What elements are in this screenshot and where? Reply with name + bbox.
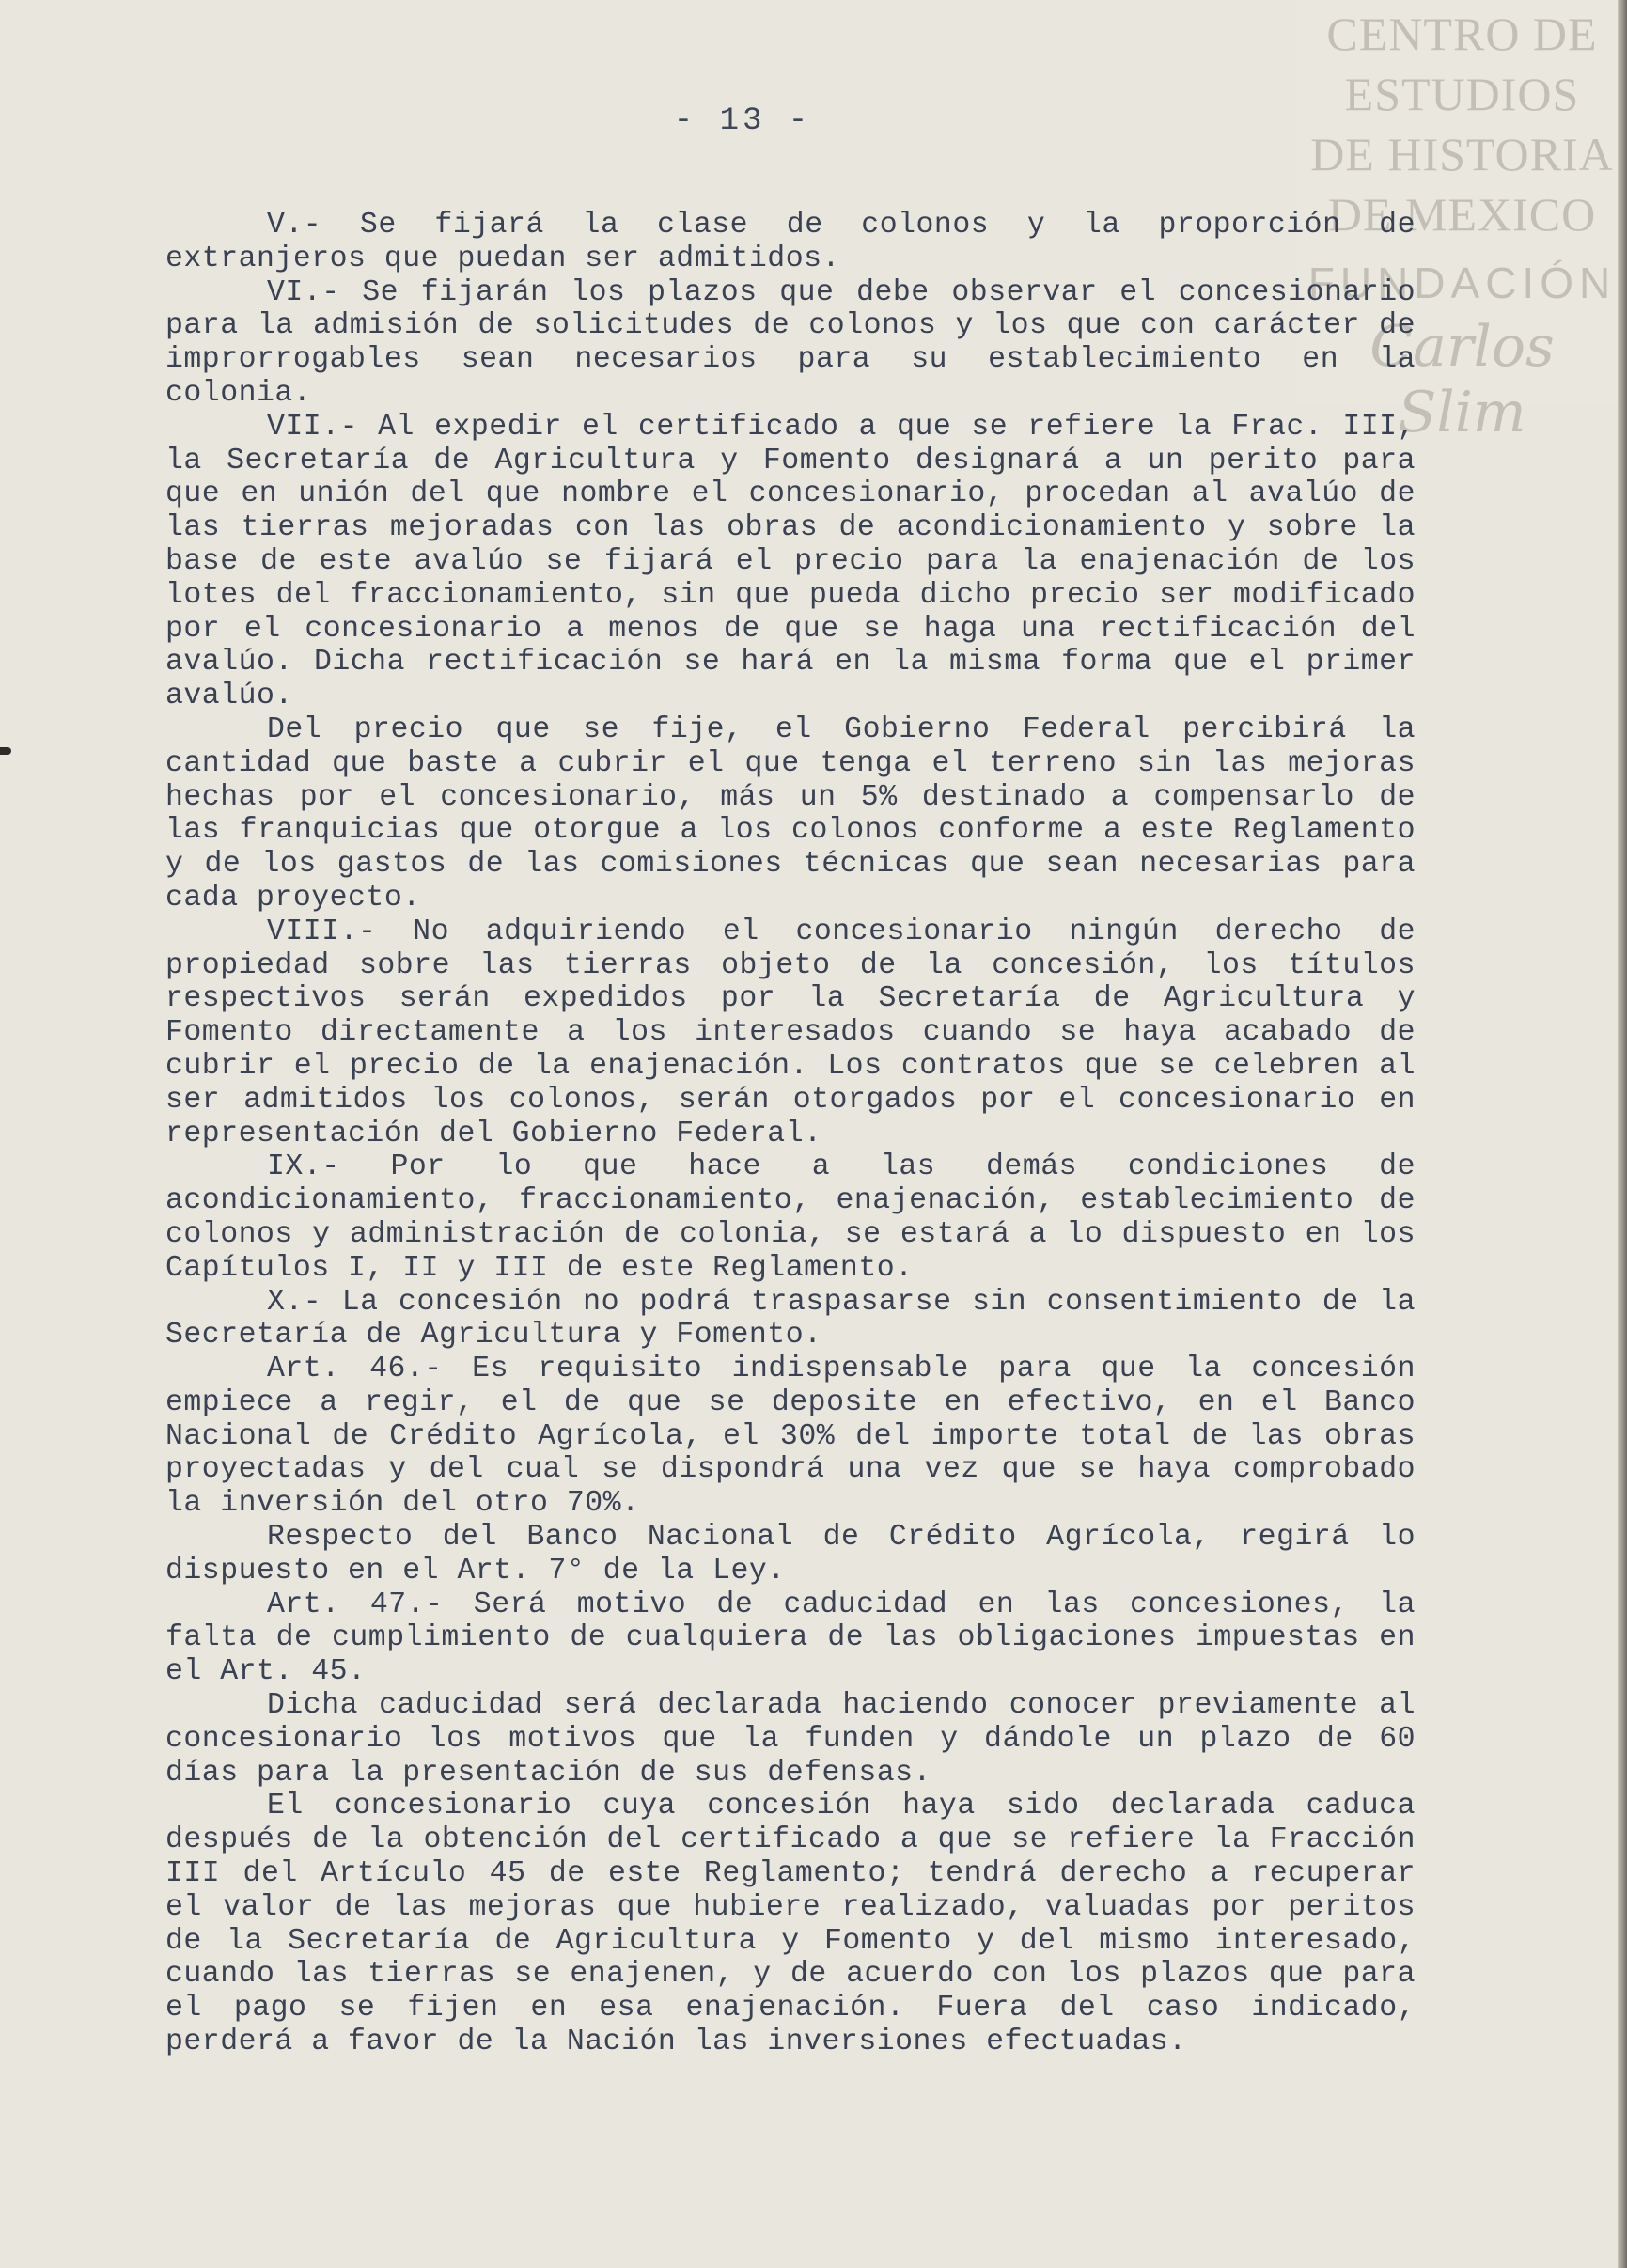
- fraction-viii-paragraph: VIII.- No adquiriendo el concesionario ningún derecho de propiedad sobre las tierras objeto de la concesión, los títulos respectivos serán expedidos por la Secretaría de Agricultura y Fomento directamente a los interesados cuando se haya acabado de cubrir el precio de la enajenación. Los contratos que se celebren al ser admitidos los colonos, serán otorgados por el concesionario en representación del Gobierno Federal.: [165, 915, 1416, 1150]
- fraction-v-paragraph: V.- Se fijará la clase de colonos y la proporción de extranjeros que puedan ser admitidos.: [165, 209, 1416, 275]
- punch-mark: [0, 747, 11, 755]
- fraction-ix-paragraph: IX.- Por lo que hace a las demás condiciones de acondicionamiento, fraccionamiento, enajenación, establecimiento de colonos y administración de colonia, se estará a lo dispuesto en los Capítulos I, II y III de este Reglamento.: [165, 1150, 1416, 1285]
- page-number: - 13 -: [673, 103, 812, 139]
- price-paragraph: Del precio que se fije, el Gobierno Federal percibirá la cantidad que baste a cubrir el que tenga el terreno sin las mejoras hechas por el concesionario, más un 5% destinado a compensarlo de las franquicias que otorgue a los colonos conforme a este Reglamento y de los gastos de las comisiones técnicas que sean necesarias para cada proyecto.: [165, 712, 1416, 915]
- fraction-vi-paragraph: VI.- Se fijarán los plazos que debe observar el concesionario para la admisión de solicitudes de colonos y los que con carácter de improrrogables sean necesarios para su establecimiento en la colonia.: [165, 275, 1416, 410]
- watermark-line: DE MEXICO: [1327, 188, 1597, 241]
- document-body: [165, 209, 1416, 2059]
- bank-paragraph: Respecto del Banco Nacional de Crédito Agrícola, regirá lo dispuesto en el Art. 7° de la Ley.: [165, 1521, 1416, 1588]
- watermark-line: ESTUDIOS: [1344, 68, 1580, 120]
- watermark-line: DE HISTORIA: [1310, 128, 1614, 180]
- watermark-line: CENTRO DE: [1326, 8, 1598, 60]
- concessionaire-paragraph: El concesionario cuya concesión haya sido declarada caduca después de la obtención del certificado a que se refiere la Fracción III del Artículo 45 de este Reglamento; tendrá derecho a recuperar el valor de las mejoras que hubiere realizado, valuadas por peritos de la Secretaría de Agricultura y Fomento y del mismo interesado, cuando las tierras se enajenen, y de acuerdo con los plazos que para el pago se fijen en esa enajenación. Fuera del caso indicado, perderá a favor de la Nación las inversiones efectuadas.: [165, 1790, 1416, 2059]
- fraction-vii-paragraph: VII.- Al expedir el certificado a que se refiere la Frac. III, la Secretaría de Agricultura y Fomento designará a un perito para que en unión del que nombre el concesionario, procedan al avalúo de las tierras mejoradas con las obras de acondicionamiento y sobre la base de este avalúo se fijará el precio para la enajenación de los lotes del fraccionamiento, sin que pueda dicho precio ser modificado por el concesionario a menos de que se haga una rectificación del avalúo. Dicha rectificación se hará en la misma forma que el primer avalúo.: [165, 410, 1416, 713]
- article-46-paragraph: Art. 46.- Es requisito indispensable para que la concesión empiece a regir, el de que se deposite en efectivo, en el Banco Nacional de Crédito Agrícola, el 30% del importe total de las obras proyectadas y del cual se dispondrá una vez que se haya comprobado la inversión del otro 70%.: [165, 1353, 1416, 1521]
- article-47-paragraph: Art. 47.- Será motivo de caducidad en las concesiones, la falta de cumplimiento de cualquiera de las obligaciones impuestas en el Art. 45.: [165, 1588, 1416, 1689]
- watermark-signature: Carlos Slim: [1369, 314, 1555, 446]
- caducity-paragraph: Dicha caducidad será declarada haciendo conocer previamente al concesionario los motivos que la funden y dándole un plazo de 60 días para la presentación de sus defensas.: [165, 1689, 1416, 1790]
- fraction-x-paragraph: X.- La concesión no podrá traspasarse sin consentimiento de la Secretaría de Agricultura y Fomento.: [165, 1285, 1416, 1353]
- watermark-foundation: FUNDACIÓN: [1307, 258, 1617, 307]
